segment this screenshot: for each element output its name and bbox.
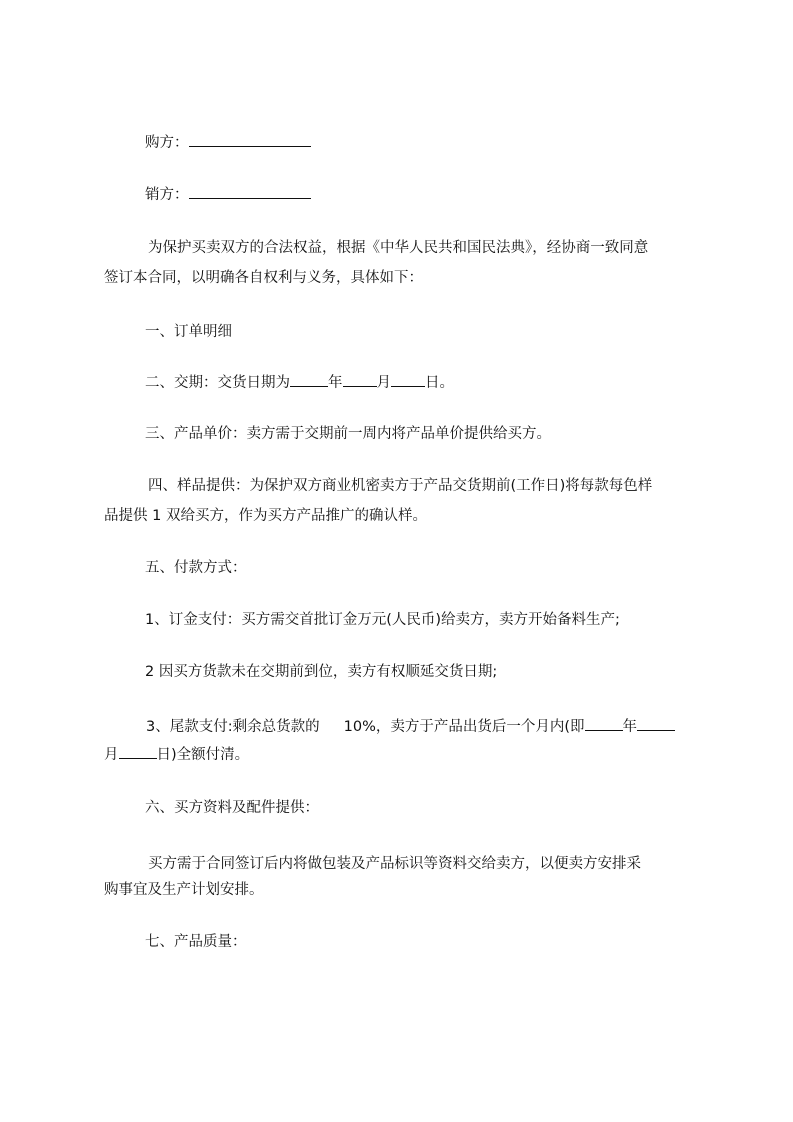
final-month-blank-a: [637, 716, 675, 731]
intro-line-2: 签订本合同，以明确各自权利与义务，具体如下：: [104, 270, 423, 286]
buyer-blank: [189, 132, 311, 147]
buyer-label: 购方：: [145, 135, 189, 151]
day-label: 日。: [425, 375, 454, 391]
section-4-line-1: 四、样品提供：为保护双方商业机密卖方于产品交货期前(工作日)将每款每色样: [148, 478, 653, 494]
final-month-label: 月: [104, 747, 119, 763]
year-label: 年: [328, 375, 343, 391]
final-payment-label: 3、尾款支付:剩余总货款的: [146, 719, 320, 735]
delivery-date-prefix: 二、交期：交货日期为: [145, 375, 290, 391]
year-blank: [290, 372, 328, 387]
section-3-line: 三、产品单价：卖方需于交期前一周内将产品单价提供给买方。: [145, 426, 551, 442]
day-blank: [391, 372, 425, 387]
payment-item-3-line-2: [104, 744, 249, 765]
final-day-blank: [119, 744, 157, 759]
section-2-line: [104, 372, 454, 393]
month-blank: [343, 372, 377, 387]
section-1-title: 一、订单明细: [145, 324, 232, 340]
intro-line-1: 为保护买卖双方的合法权益，根据《中华人民共和国民法典》，经协商一致同意: [148, 240, 649, 256]
payment-item-3-line-1: [104, 716, 675, 737]
seller-blank: [189, 184, 311, 199]
section-6-line-2: 购事宜及生产计划安排。: [104, 882, 264, 898]
final-year-label: 年: [622, 719, 638, 735]
section-7-title: 七、产品质量：: [145, 934, 247, 950]
section-5-title: 五、付款方式：: [145, 560, 247, 576]
section-4-line-2: 品提供 1 双给买方，作为买方产品推广的确认样。: [104, 508, 427, 524]
section-6-line-1: 买方需于合同签订后内将做包装及产品标识等资料交给卖方，以便卖方安排采: [148, 856, 641, 872]
payment-item-1: 1、订金支付：买方需交首批订金万元(人民币)给卖方，卖方开始备料生产;: [145, 612, 620, 628]
seller-label: 销方：: [145, 187, 189, 203]
seller-line: [104, 184, 311, 205]
month-label: 月: [376, 375, 391, 391]
final-year-blank: [585, 716, 623, 731]
section-6-title: 六、买方资料及配件提供：: [145, 800, 319, 816]
final-payment-terms: 10%，卖方于产品出货后一个月内(即: [343, 719, 585, 735]
buyer-line: [104, 132, 311, 153]
final-day-label: 日)全额付清。: [156, 747, 250, 763]
payment-item-2: 2 因买方货款未在交期前到位，卖方有权顺延交货日期;: [145, 664, 498, 680]
